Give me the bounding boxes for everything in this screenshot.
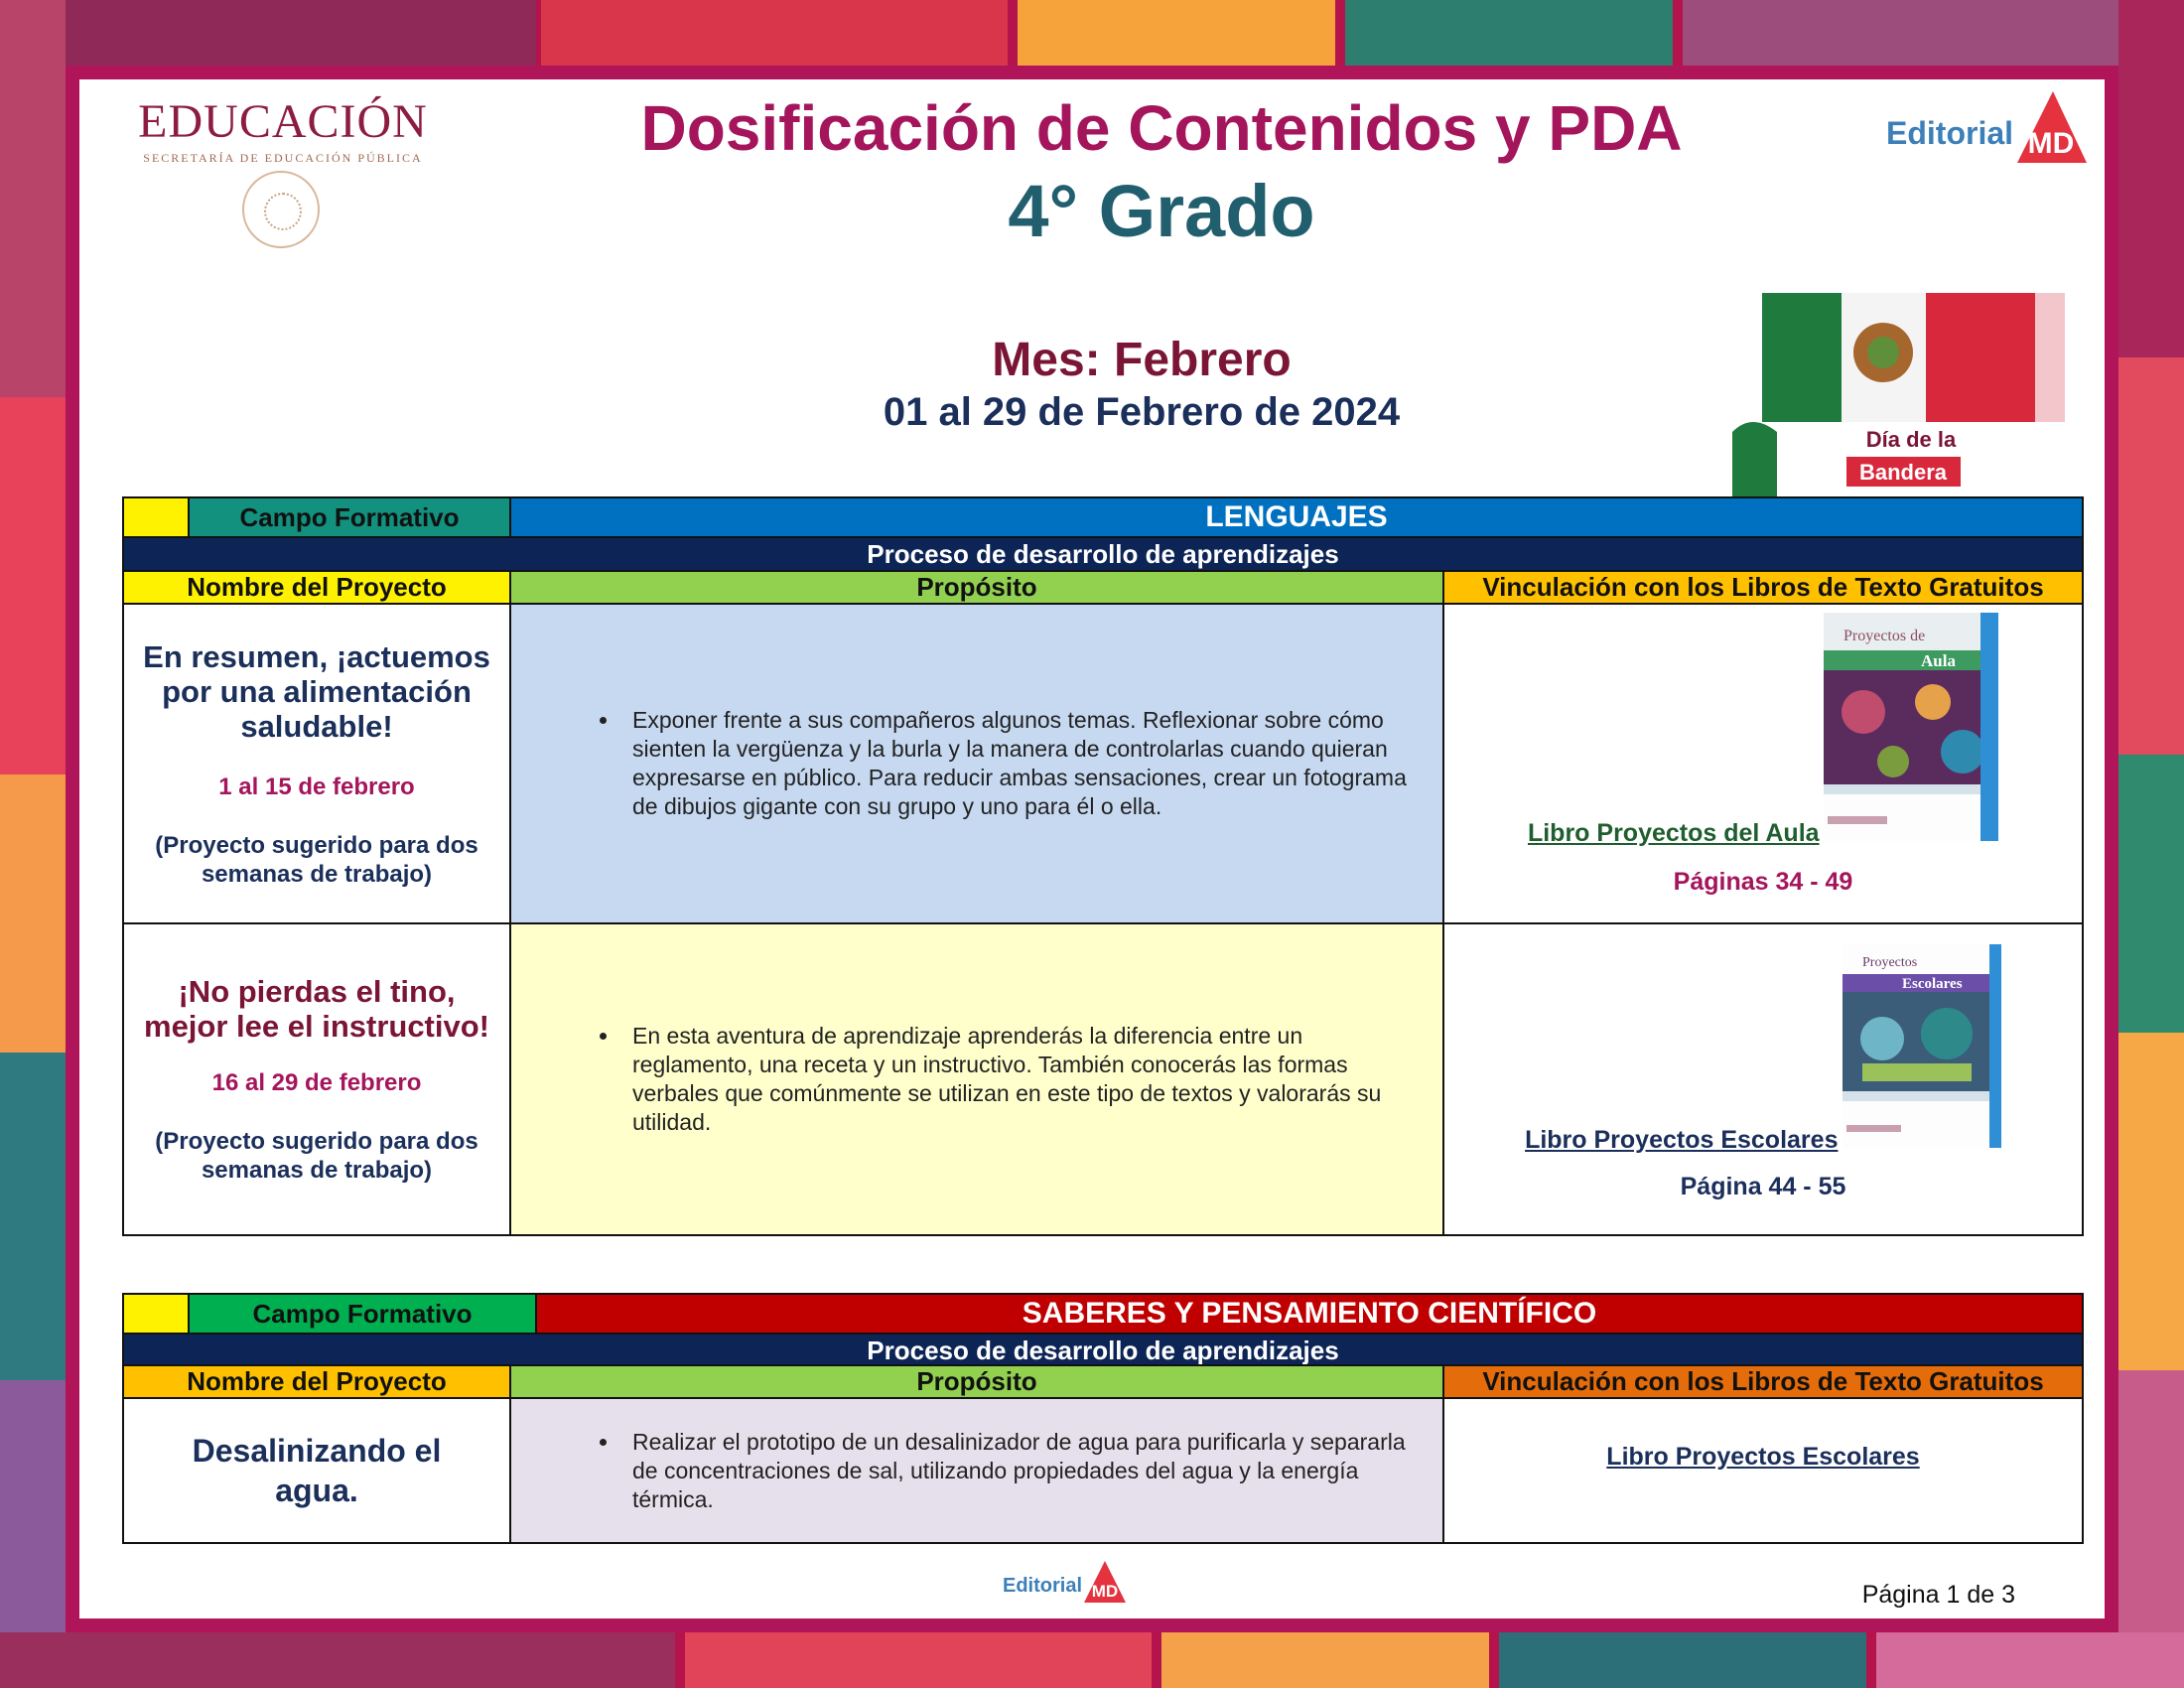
project-name-cell bbox=[123, 604, 510, 923]
campo-formativo-label: Campo Formativo bbox=[189, 1294, 536, 1334]
saberes-table bbox=[122, 1293, 2084, 1368]
editorial-md-mark-icon bbox=[2013, 89, 2089, 165]
project-name-cell bbox=[123, 923, 510, 1235]
table-row bbox=[123, 604, 2083, 923]
proceso-label: Proceso de desarrollo de aprendizajes bbox=[123, 537, 2083, 571]
project-note: (Proyecto sugerido para dos semanas de trabajo) bbox=[155, 831, 478, 888]
col-header-proposito: Propósito bbox=[510, 1365, 1443, 1398]
page-number: Página 1 de 3 bbox=[1861, 1581, 2015, 1609]
proceso-row bbox=[123, 1334, 2083, 1367]
purpose-cell bbox=[510, 923, 1443, 1235]
sep-logo bbox=[119, 94, 447, 166]
svg-text:Aula: Aula bbox=[1921, 651, 1956, 670]
purpose-text: • En esta aventura de aprendizaje aprenderás la diferencia entre un reglamento, una receta y un instructivo. También conocerás las formas verbales que comúnmente se utilizan en este tipo de textos y valorarás su utilidad. bbox=[620, 1022, 1427, 1137]
svg-text:Proyectos: Proyectos bbox=[1861, 955, 1918, 970]
proceso-row bbox=[123, 537, 2083, 571]
book-link[interactable]: Libro Proyectos del Aula bbox=[1527, 819, 1820, 847]
col-header-nombre: Nombre del Proyecto bbox=[123, 1365, 510, 1398]
yellow-marker bbox=[123, 1294, 189, 1334]
vinculacion-cell bbox=[1443, 604, 2083, 923]
footer-editorial-logo bbox=[1003, 1559, 1127, 1609]
page-title: Dosificación de Contenidos y PDA bbox=[640, 92, 1683, 164]
editorial-logo-text: Editorial bbox=[1886, 115, 2014, 151]
col-header-proposito: Propósito bbox=[510, 571, 1443, 604]
saberes-table-body bbox=[122, 1364, 2084, 1544]
campo-formativo-label: Campo Formativo bbox=[189, 497, 510, 537]
sep-logo-title: EDUCACIÓN bbox=[138, 95, 428, 148]
vinculacion-cell bbox=[1443, 1398, 2083, 1543]
purpose-text: • Realizar el prototipo de un desalinizador de agua para purificarla y separarla de concentraciones de sal, utilizando propiedades del agua y la energía térmica. bbox=[620, 1428, 1427, 1514]
table-row bbox=[123, 1398, 2083, 1543]
campo-header-row bbox=[123, 1294, 2083, 1334]
project-dates: 16 al 29 de febrero bbox=[211, 1069, 422, 1096]
editorial-logo bbox=[1886, 87, 2095, 167]
project-name-cell bbox=[123, 1398, 510, 1543]
yellow-marker bbox=[123, 497, 189, 537]
grade-title: 4° Grado bbox=[1008, 170, 1315, 252]
area-title: LENGUAJES bbox=[510, 497, 2083, 537]
purpose-cell bbox=[510, 604, 1443, 923]
project-dates: 1 al 15 de febrero bbox=[218, 773, 415, 800]
book-pages: Página 44 - 55 bbox=[1680, 1173, 1846, 1200]
national-seal-icon bbox=[242, 171, 320, 248]
table-row bbox=[123, 923, 2083, 1235]
column-header-row bbox=[123, 1365, 2083, 1398]
area-title: SABERES Y PENSAMIENTO CIENTÍFICO bbox=[536, 1294, 2083, 1334]
campo-header-row bbox=[123, 497, 2083, 537]
col-header-nombre: Nombre del Proyecto bbox=[123, 571, 510, 604]
book-link[interactable]: Libro Proyectos Escolares bbox=[1525, 1126, 1839, 1154]
col-header-vinculacion: Vinculación con los Libros de Texto Gratuitos bbox=[1443, 571, 2083, 604]
project-name: En resumen, ¡actuemos por una alimentación saludable! bbox=[143, 638, 490, 744]
svg-text:Proyectos de: Proyectos de bbox=[1843, 628, 1926, 644]
date-range: 01 al 29 de Febrero de 2024 bbox=[883, 390, 1401, 434]
flag-day-graphic bbox=[1732, 293, 2065, 496]
col-header-vinculacion: Vinculación con los Libros de Texto Gratuitos bbox=[1443, 1365, 2083, 1398]
svg-text:Día de la: Día de la bbox=[1865, 427, 1957, 452]
column-header-row bbox=[123, 571, 2083, 604]
lenguajes-table bbox=[122, 496, 2084, 1236]
footer-editorial-text: Editorial bbox=[1003, 1575, 1083, 1597]
svg-text:Bandera: Bandera bbox=[1858, 460, 1948, 485]
vinculacion-cell bbox=[1443, 923, 2083, 1235]
book-cover-image bbox=[1824, 613, 1998, 841]
project-name: ¡No pierdas el tino, mejor lee el instructivo! bbox=[144, 974, 489, 1044]
purpose-cell bbox=[510, 1398, 1443, 1543]
book-link[interactable]: Libro Proyectos Escolares bbox=[1606, 1443, 1920, 1471]
book-cover-image bbox=[1843, 944, 2001, 1148]
project-name: Desalinizando el agua. bbox=[192, 1433, 442, 1508]
proceso-label: Proceso de desarrollo de aprendizajes bbox=[123, 1334, 2083, 1367]
sep-logo-subtitle: SECRETARÍA DE EDUCACIÓN PÚBLICA bbox=[143, 151, 423, 165]
footer-md-mark-icon bbox=[1082, 1559, 1128, 1605]
book-pages: Páginas 34 - 49 bbox=[1673, 868, 1853, 896]
svg-text:Escolares: Escolares bbox=[1901, 976, 1963, 992]
month-title: Mes: Febrero bbox=[992, 334, 1292, 386]
svg-text:MD: MD bbox=[2027, 127, 2075, 160]
purpose-text: • Exponer frente a sus compañeros algunos temas. Reflexionar sobre cómo sienten la vergüenza y la burla y la manera de controlarlas cuando quieran expresarse en público. Para reducir ambas sensaciones, crear un fotograma de dibujos gigante con su grupo y uno para él o ella. bbox=[620, 706, 1427, 821]
svg-text:MD: MD bbox=[1091, 1582, 1119, 1601]
project-note: (Proyecto sugerido para dos semanas de trabajo) bbox=[155, 1128, 478, 1184]
